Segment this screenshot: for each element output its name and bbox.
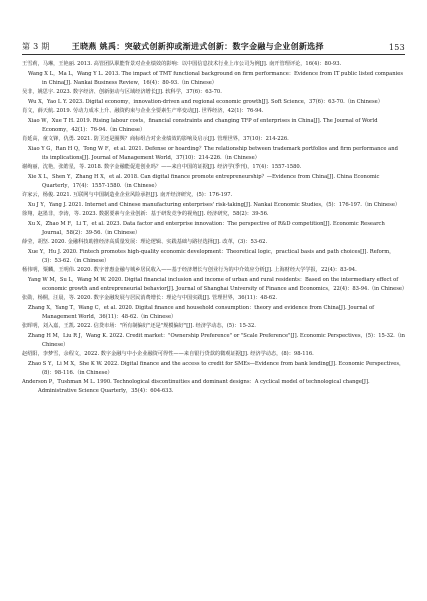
page-header	[22, 38, 405, 52]
reference-entry: 许家云，杨俊. 2021. 互联网与中国制造业企业风险承担[J]. 南开经济研究，(5)：176-197.	[22, 192, 233, 198]
reference-entry: 薛莹，胡坚. 2020. 金融科技助推经济高质量发展：理论逻辑、实践基础与路径选择[J]. 改革，(3)：53-62.	[22, 239, 268, 245]
reference-entry: Xie X L，Shen Y，Zhang H X，et al. 2018. Can digital finance promote entrepreneurship？—Evidence from China[J]. China Economic Quarterly，17(4)：1557-1580.（in Chinese）	[28, 173, 380, 189]
reference-entry: 王雪莉，马琳，王艳丽. 2013. 高管团队职能背景对企业绩效的影响：以中国信息技术行业上市公司为例[J]. 南开管理评论，16(4)：80-93.	[22, 61, 342, 67]
reference-entry: 杨伟明，粟麟，王明伟. 2020. 数字普惠金融与城乡居民收入——基于经济增长与创业行为的中介效应分析[J]. 上海财经大学学报，22(4)：83-94.	[22, 267, 357, 273]
reference-entry: Xu X，Zhao M F，Li T，et al. 2023. Data factor and enterprise innovation：The perspective of R&D competition[J]. Economic Research Journal，58(2)：39-56.（in Chinese）	[28, 220, 385, 236]
reference-entry: 张勋，杨桐，汪晨，等. 2020. 数字金融发展与居民消费增长：理论与中国实践[J]. 管理世界，36(11)：48-62.	[22, 295, 278, 301]
reference-entry: 谢绚丽，沈艳，张皓星，等. 2018. 数字金融能促进创业吗？——来自中国的证据[J]. 经济学(季刊)，17(4)：1557-1580.	[22, 164, 302, 170]
running-title: 王晓燕 姚禹：突破式创新抑或渐进式创新：数字金融与企业创新选择	[71, 41, 324, 51]
reference-entry: Wu X，Yao L Y. 2023. Digital economy，innovation-driven and regional economic growth[J]. Soft Science，37(6)：63-70.（in Chinese）	[28, 98, 383, 105]
issue-number: 第 3 期	[22, 42, 50, 51]
reference-entry: 肖延高，童文锋，仇勇. 2021. 防卫还是圈舆？商标组合对企业绩效的影响及启示[J]. 管理世界，37(10)：214-226.	[22, 136, 289, 142]
reference-entry: Xu J Y，Yang J. 2021. Internet and Chinese manufacturing enterprises' risk-taking[J]. Nankai Economic Studies，(5)：176-197.（in Chinese）	[28, 201, 401, 208]
page-number: 153	[388, 43, 405, 52]
reference-entry: 张晖明，刘入嘉，王凯. 2022. 信贷市场："所有制偏好"还是"规模偏好"[J]. 经济学动态，(5)：15-32.	[22, 323, 256, 329]
reference-entry: Xiao W，Xue T H. 2019. Rising labour costs，financial constraints and changing TFP of enterprises in China[J]. The Journal of World Economy，42(1)：76-94.（in Chinese）	[28, 117, 378, 133]
reference-entry: Yang W M，Su L，Wang M W. 2020. Digital financial inclusion and income of urban and rural residents：Based on the intermediary effect of economic growth and entrepreneurial behavior[J]. Journal of Shanghai University of Finance and Economics，22(4)：83-94.（in Chinese）	[28, 276, 408, 292]
reference-entry: Xue Y，Hu J. 2020. Fintech promotes high-quality economic development：Theoretical logic，practical basis and path choices[J]. Reform，(3)：53-62.（in Chinese）	[28, 248, 395, 264]
reference-entry: Xiao Y G，Ran H Q，Tong W F，et al. 2021. Defense or hoarding？The relationship between trademark portfolios and firm performance and its implications[J]. Journal of Management World，37(10)：214-226.（in Chinese）	[28, 145, 398, 161]
reference-entry: 吴非，姚思宇. 2023. 数字经济、创新驱动与区域经济增长[J]. 软科学，37(6)：63-70.	[22, 89, 222, 95]
header-left	[22, 41, 324, 52]
reference-entry: 肖文，薛天航. 2019. 劳动力成本上升、融资约束与企业全要素生产率变动[J]. 世界经济，42(1)：76-94.	[22, 108, 264, 114]
reference-entry: 赵绍阳，李梦雪，余程文，2022. 数字金融与中小企业融资可得性——来自银行贷款的微观证据[J]. 经济学动态，(8)：98-116.	[22, 351, 314, 357]
reference-entry: Zhang H M，Liu R J，Wang K. 2022. Credit market："Ownership Preference" or "Scale Preference"[J]. Economic Perspectives，(5)：15-32.（in Chinese）	[28, 332, 406, 348]
header-rule	[22, 54, 405, 55]
reference-entry: Anderson P，Tushman M L. 1990. Technological discontinuities and dominant designs：A cyclical model of technological change[J]. Administrative Science Quarterly，35(4)：604-633.	[22, 379, 370, 394]
reference-entry: 徐翔，赵墨非，李涛，等. 2023. 数据要素与企业创新：基于研发竞争的视角[J]. 经济研究，58(2)：39-56.	[22, 211, 269, 217]
reference-entry: Zhang X，Yang T，Wang C，et al. 2020. Digital finance and household consumption：theory and evidence from China[J]. Journal of Management World，36(11)：48-62.（in Chinese）	[28, 304, 375, 320]
reference-entry: Zhao S Y，Li M X，She K W. 2022. Digital finance and the access to credit for SMEs—Evidence from bank lending[J]. Economic Perspectives，(8)：98-116.（in Chinese）	[28, 360, 405, 376]
reference-list	[22, 60, 408, 397]
reference-entry: Wang X L，Ma L，Wang Y L. 2013. The impact of TMT functional background on firm performance：Evidence from IT public listed companies in China[J]. Nankai Business Review，16(4)：80-93.（in Chinese）	[28, 70, 403, 86]
